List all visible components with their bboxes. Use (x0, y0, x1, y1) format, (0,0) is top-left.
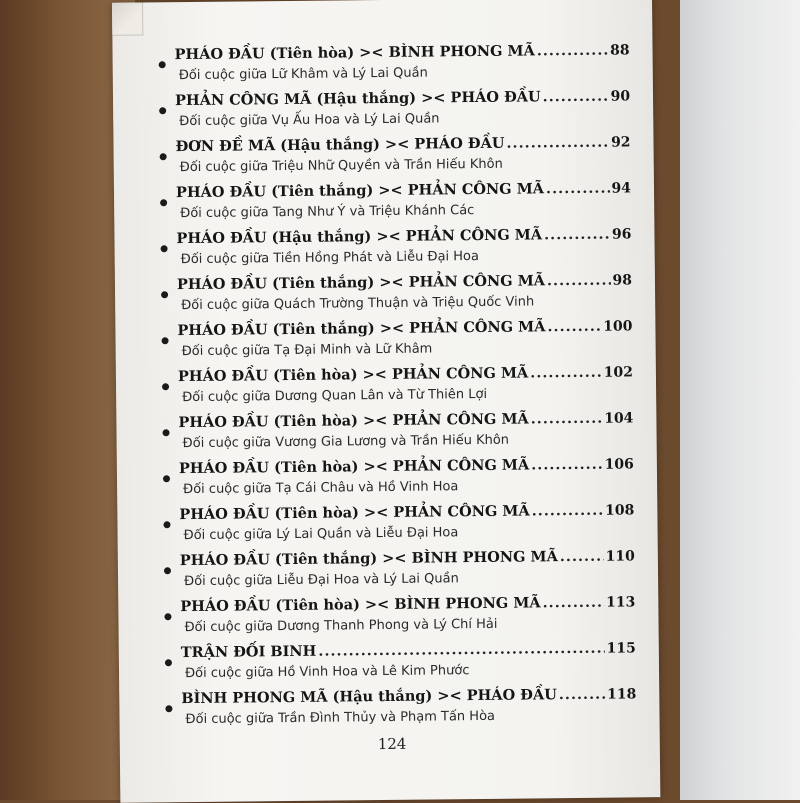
entry-subtitle: Đối cuộc giữa Tạ Đại Minh và Lữ Khâm (181, 341, 433, 360)
dot-leader (318, 638, 604, 663)
dot-leader (547, 270, 611, 293)
dot-leader (530, 362, 602, 385)
entry-title: PHÁO ĐẦU (Tiên hòa) >< PHẢN CÔNG MÃ (177, 364, 529, 386)
entry-page: 90 (610, 88, 631, 105)
toc-entry (180, 545, 635, 596)
entry-page: 92 (610, 134, 631, 151)
entry-subtitle: Đối cuộc giữa Dương Quan Lân và Từ Thiên Lợi (182, 386, 488, 406)
bullet-icon (161, 245, 168, 252)
bullet-icon (165, 659, 172, 666)
entry-page: 106 (604, 456, 634, 473)
dot-leader (537, 40, 608, 63)
entry-title: PHÁO ĐẦU (Tiên thắng) >< BÌNH PHONG MÃ (179, 548, 558, 570)
bullet-icon (162, 429, 169, 436)
dot-leader (531, 454, 603, 477)
entry-title: TRẬN ĐỐI BINH (180, 642, 317, 662)
entry-title: PHÁO ĐẦU (Hậu thắng) >< PHẢN CÔNG MÃ (176, 226, 543, 248)
entry-page: 113 (606, 594, 636, 611)
entry-title: PHÁO ĐẦU (Tiên hòa) >< BÌNH PHONG MÃ (180, 594, 541, 616)
toc-entry (178, 407, 633, 458)
dot-leader (546, 178, 610, 201)
toc-entry (179, 499, 634, 550)
dot-leader (542, 592, 604, 615)
entry-subtitle: Đối cuộc giữa Trần Đình Thủy và Phạm Tấn Hòa (185, 708, 496, 728)
bullet-icon (159, 107, 166, 114)
entry-page: 110 (605, 548, 635, 565)
entry-page: 88 (609, 42, 630, 59)
toc-entry (175, 131, 630, 182)
entry-page: 118 (606, 686, 637, 703)
entry-subtitle: Đối cuộc giữa Lý Lai Quần và Liễu Đại Hoa (183, 525, 459, 544)
bullet-icon (162, 383, 169, 390)
entry-subtitle: Đối cuộc giữa Tiền Hồng Phát và Liễu Đại Hoa (180, 248, 480, 268)
entry-subtitle: Đối cuộc giữa Lữ Khâm và Lý Lai Quần (178, 65, 428, 84)
toc-entry (180, 591, 635, 642)
bullet-icon (160, 199, 167, 206)
entry-subtitle: Đối cuộc giữa Tang Như Ý và Triệu Khánh Các (180, 203, 475, 222)
entry-page: 96 (611, 226, 632, 243)
entry-page: 94 (611, 180, 632, 197)
entry-page: 115 (606, 640, 636, 657)
entry-title: PHÁO ĐẦU (Tiên thắng) >< PHẢN CÔNG MÃ (175, 180, 545, 202)
dot-leader (560, 546, 604, 568)
page-number: 124 (377, 734, 407, 754)
bullet-icon (161, 291, 168, 298)
entry-subtitle: Đối cuộc giữa Hồ Vinh Hoa và Lê Kim Phước (184, 663, 470, 682)
dot-leader (531, 408, 603, 431)
bullet-icon (164, 567, 171, 574)
book-page (112, 0, 660, 803)
entry-page: 102 (603, 364, 633, 381)
entry-subtitle: Đối cuộc giữa Liễu Đại Hoa và Lý Lai Quần (184, 571, 459, 590)
toc-entry (176, 223, 631, 274)
entry-title: PHÁO ĐẦU (Tiên hòa) >< PHẢN CÔNG MÃ (178, 410, 529, 432)
toc-entry (181, 637, 636, 688)
dot-leader (506, 132, 609, 155)
page-corner-fold (112, 3, 143, 36)
dot-leader (547, 316, 601, 339)
entry-title: PHÁO ĐẦU (Tiên thắng) >< PHẢN CÔNG MÃ (177, 318, 546, 340)
bullet-icon (163, 475, 170, 482)
dot-leader (543, 86, 609, 109)
bullet-icon (163, 521, 170, 528)
entry-subtitle: Đối cuộc giữa Vụ Ấu Hoa và Lý Lai Quần (179, 111, 440, 130)
toc-entry (177, 315, 632, 366)
entry-page: 108 (605, 502, 635, 519)
toc-entry (179, 453, 634, 504)
facing-page (680, 0, 800, 800)
entry-subtitle: Đối cuộc giữa Quách Trường Thuận và Triệu Quốc Vinh (181, 294, 535, 314)
toc-entry (176, 177, 631, 228)
table-of-contents (174, 39, 636, 734)
entry-page: 100 (603, 318, 633, 335)
entry-subtitle: Đối cuộc giữa Vương Gia Lương và Trần Hiếu Khôn (182, 432, 510, 452)
entry-subtitle: Đối cuộc giữa Triệu Nhữ Quyền và Trần Hiếu Khôn (179, 156, 503, 176)
dot-leader (559, 684, 605, 706)
entry-page: 104 (604, 410, 634, 427)
dot-leader (532, 500, 604, 523)
dot-leader (544, 224, 610, 247)
toc-entry (181, 683, 636, 734)
bullet-icon (165, 705, 172, 712)
entry-title: PHÁO ĐẦU (Tiên hòa) >< PHẢN CÔNG MÃ (179, 502, 530, 524)
entry-subtitle: Đối cuộc giữa Dương Thanh Phong và Lý Chí Hải (184, 616, 498, 636)
bullet-icon (159, 61, 166, 68)
entry-title: PHÁO ĐẦU (Tiên hòa) >< BÌNH PHONG MÃ (174, 42, 535, 64)
toc-entry (175, 85, 630, 136)
entry-title: PHÁO ĐẦU (Tiên thắng) >< PHẢN CÔNG MÃ (176, 272, 546, 294)
toc-entry (178, 361, 633, 412)
entry-title: BÌNH PHONG MÃ (Hậu thắng) >< PHÁO ĐẦU (181, 686, 557, 708)
entry-title: PHẢN CÔNG MÃ (Hậu thắng) >< PHÁO ĐẦU (174, 88, 541, 110)
bullet-icon (164, 613, 171, 620)
entry-title: ĐƠN ĐỀ MÃ (Hậu thắng) >< PHÁO ĐẦU (175, 134, 505, 156)
bullet-icon (162, 337, 169, 344)
bullet-icon (160, 153, 167, 160)
entry-subtitle: Đối cuộc giữa Tạ Cái Châu và Hồ Vinh Hoa (183, 479, 459, 498)
toc-entry (174, 39, 629, 90)
toc-entry (177, 269, 632, 320)
entry-page: 98 (612, 272, 633, 289)
entry-title: PHÁO ĐẦU (Tiên hòa) >< PHẢN CÔNG MÃ (178, 456, 530, 478)
